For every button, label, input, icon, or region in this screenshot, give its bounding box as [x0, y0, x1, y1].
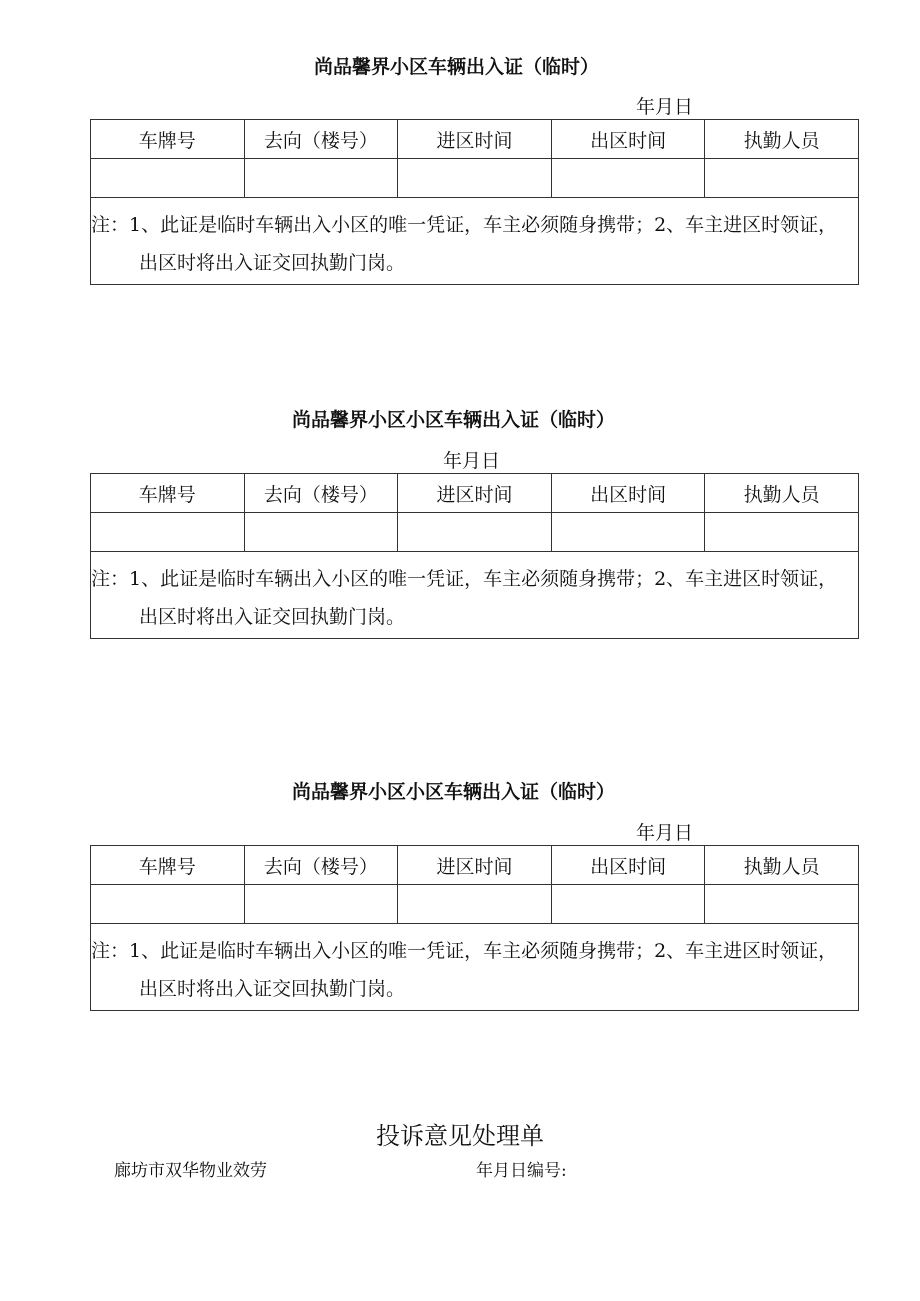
header-entry-time: 进区时间	[398, 474, 552, 513]
header-duty-staff: 执勤人员	[705, 120, 859, 159]
permit-table	[90, 845, 859, 1011]
cell-duty-staff[interactable]	[705, 513, 859, 552]
header-entry-time: 进区时间	[398, 120, 552, 159]
cell-exit-time[interactable]	[551, 885, 705, 924]
header-exit-time: 出区时间	[551, 120, 705, 159]
cell-destination[interactable]	[244, 159, 398, 198]
permit-date: 年月日	[636, 822, 694, 844]
cell-destination[interactable]	[244, 885, 398, 924]
permit-title: 尚品馨界小区小区车辆出入证（临时）	[292, 409, 616, 431]
cell-plate-number[interactable]	[91, 885, 245, 924]
company-name: 廊坊市双华物业效劳	[114, 1161, 267, 1181]
complaint-title: 投诉意见处理单	[376, 1122, 544, 1150]
header-exit-time: 出区时间	[551, 474, 705, 513]
permit-note: 注：1、此证是临时车辆出入小区的唯一凭证，车主必须随身携带；2、车主进区时领证，出区时将出入证交回执勤门岗。	[91, 940, 838, 1000]
permit-note-cell	[91, 552, 859, 639]
permit-title: 尚品馨界小区车辆出入证（临时）	[314, 56, 600, 78]
permit-table	[90, 473, 859, 639]
cell-exit-time[interactable]	[551, 159, 705, 198]
header-entry-time: 进区时间	[398, 846, 552, 885]
cell-entry-time[interactable]	[398, 885, 552, 924]
permit-note: 注：1、此证是临时车辆出入小区的唯一凭证，车主必须随身携带；2、车主进区时领证，出区时将出入证交回执勤门岗。	[91, 568, 838, 628]
cell-duty-staff[interactable]	[705, 885, 859, 924]
header-duty-staff: 执勤人员	[705, 846, 859, 885]
cell-entry-time[interactable]	[398, 513, 552, 552]
header-destination: 去向（楼号）	[244, 474, 398, 513]
complaint-date-number: 年月日编号:	[476, 1161, 567, 1181]
cell-plate-number[interactable]	[91, 513, 245, 552]
permit-table	[90, 119, 859, 285]
cell-plate-number[interactable]	[91, 159, 245, 198]
permit-date: 年月日	[636, 96, 694, 118]
header-plate-number: 车牌号	[91, 474, 245, 513]
permit-note: 注：1、此证是临时车辆出入小区的唯一凭证，车主必须随身携带；2、车主进区时领证，出区时将出入证交回执勤门岗。	[91, 214, 838, 274]
header-duty-staff: 执勤人员	[705, 474, 859, 513]
header-plate-number: 车牌号	[91, 846, 245, 885]
cell-exit-time[interactable]	[551, 513, 705, 552]
permit-note-cell	[91, 198, 859, 285]
header-destination: 去向（楼号）	[244, 120, 398, 159]
permit-date: 年月日	[443, 450, 501, 472]
permit-title: 尚品馨界小区小区车辆出入证（临时）	[292, 781, 616, 803]
permit-note-cell	[91, 924, 859, 1011]
header-plate-number: 车牌号	[91, 120, 245, 159]
cell-entry-time[interactable]	[398, 159, 552, 198]
header-destination: 去向（楼号）	[244, 846, 398, 885]
header-exit-time: 出区时间	[551, 846, 705, 885]
cell-duty-staff[interactable]	[705, 159, 859, 198]
cell-destination[interactable]	[244, 513, 398, 552]
